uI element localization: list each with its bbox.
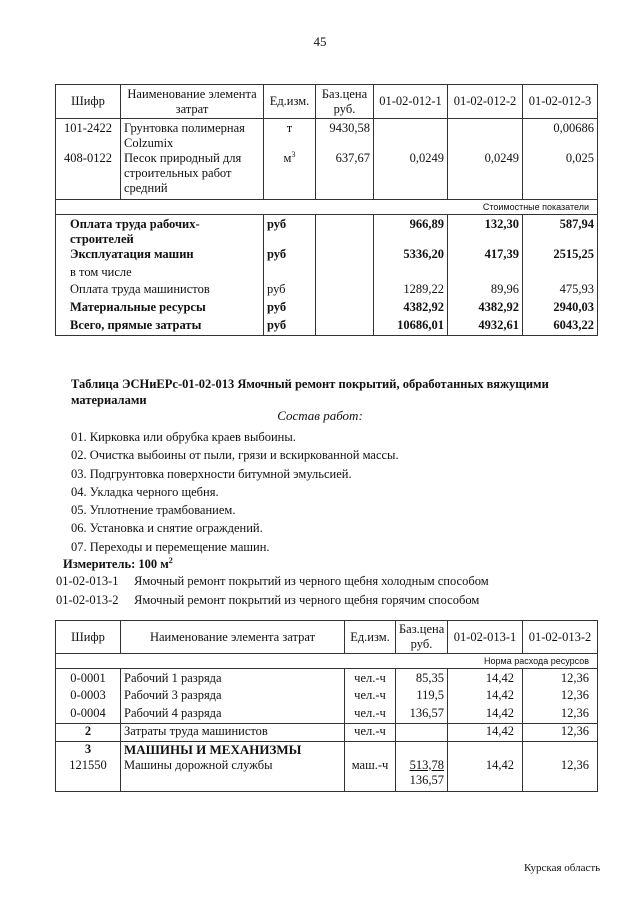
row-name: Машины дорожной службы xyxy=(121,758,345,792)
row-unit: чел.-ч xyxy=(345,688,396,706)
summary-v2: 89,96 xyxy=(448,282,523,300)
row-price: 9430,58 xyxy=(316,119,374,152)
row-code: 101-2422 xyxy=(56,119,121,152)
row-v1: 14,42 xyxy=(448,669,523,688)
row-name: Рабочий 3 разряда xyxy=(121,688,345,706)
row-v1: 14,42 xyxy=(448,758,523,792)
variant-text: Ямочный ремонт покрытий из черного щебня горячим способом xyxy=(134,593,480,607)
row-v3: 0,025 xyxy=(523,151,598,199)
summary-v1: 1289,22 xyxy=(374,282,448,300)
summary-v2: 4932,61 xyxy=(448,318,523,336)
summary-row xyxy=(56,214,598,247)
work-step: 06. Установка и снятие ограждений. xyxy=(71,521,263,536)
group-row xyxy=(56,742,598,758)
row-code: 121550 xyxy=(56,758,121,792)
table-header xyxy=(56,621,598,654)
row-price-denominator: 136,57 xyxy=(409,772,444,787)
row-code: 0-0003 xyxy=(56,688,121,706)
header-col1: 01-02-013-1 xyxy=(448,621,523,654)
table-row xyxy=(56,669,598,688)
row-unit: $м^3$ xyxy=(264,151,316,199)
row-name: Рабочий 4 разряда xyxy=(121,706,345,724)
summary-v3: 2515,25 xyxy=(523,247,598,265)
page-number: 45 xyxy=(313,34,327,49)
row-v1: 14,42 xyxy=(448,688,523,706)
row-code: 0-0004 xyxy=(56,706,121,724)
row-v3: 0,00686 xyxy=(523,119,598,152)
summary-row xyxy=(56,282,598,300)
variant-code: 01-02-013-1 xyxy=(56,574,119,588)
table-row xyxy=(56,119,598,152)
header-code: Шифр xyxy=(56,85,121,119)
row-name: Песок природный для строительных работ средний xyxy=(121,151,264,199)
work-step: 02. Очистка выбоины от пыли, грязи и вскиркованной массы. xyxy=(71,448,399,463)
summary-unit: руб xyxy=(264,282,316,300)
summary-unit: руб xyxy=(264,300,316,318)
summary-v1: 10686,01 xyxy=(374,318,448,336)
row-code: 0-0001 xyxy=(56,669,121,688)
summary-v3: 2940,03 xyxy=(523,300,598,318)
row-v2: 0,0249 xyxy=(448,151,523,199)
work-step: 01. Кирковка или обрубка краев выбоины. xyxy=(71,430,296,444)
work-step: 07. Переходы и перемещение машин. xyxy=(71,539,270,554)
section-note: Норма расхода ресурсов xyxy=(56,654,598,669)
row-code: 408-0122 xyxy=(56,151,121,199)
summary-name: Оплата труда машинистов xyxy=(56,282,264,300)
header-col2: 01-02-013-2 xyxy=(523,621,598,654)
header-unit: Ед.изм. xyxy=(264,85,316,119)
table-row xyxy=(56,688,598,706)
row-price: 637,67 xyxy=(316,151,374,199)
header-col3: 01-02-012-3 xyxy=(523,85,598,119)
row-name: Грунтовка полимерная Colzumix xyxy=(121,119,264,152)
section-title: Таблица ЭСНиЕРс-01-02-013 Ямочный ремонт покрытий, обработанных вяжущими материалами xyxy=(71,377,549,407)
section-note-row xyxy=(56,654,598,669)
table-row xyxy=(56,151,598,199)
group-v1: 14,42 xyxy=(448,724,523,742)
group-name: Затраты труда машинистов xyxy=(121,724,345,742)
summary-v1: 4382,92 xyxy=(374,300,448,318)
footer-region: Курская область xyxy=(524,862,601,874)
summary-unit: руб xyxy=(264,318,316,336)
row-unit: чел.-ч xyxy=(345,669,396,688)
header-unit: Ед.изм. xyxy=(345,621,396,654)
resource-table-013 xyxy=(55,620,598,792)
row-price: 136,57 xyxy=(396,706,448,724)
work-step: 05. Уплотнение трамбованием. xyxy=(71,503,236,518)
table-header xyxy=(56,85,598,119)
resource-table-012 xyxy=(55,84,598,336)
group-code: 2 xyxy=(56,724,121,742)
row-v2: 12,36 xyxy=(523,669,598,688)
variant-code: 01-02-013-2 xyxy=(56,593,119,607)
work-composition-heading: Состав работ: xyxy=(277,408,363,423)
summary-unit: руб xyxy=(264,247,316,265)
row-v2: 12,36 xyxy=(523,688,598,706)
row-v2: 12,36 xyxy=(523,758,598,792)
summary-v3: 475,93 xyxy=(523,282,598,300)
header-name: Наименование элемента затрат xyxy=(121,85,264,119)
group-price xyxy=(396,724,448,742)
table-row xyxy=(56,706,598,724)
summary-row xyxy=(56,265,598,282)
table-row xyxy=(56,758,598,792)
group-v2: 12,36 xyxy=(523,724,598,742)
header-name: Наименование элемента затрат xyxy=(121,621,345,654)
row-price: 85,35 xyxy=(396,669,448,688)
row-v2: 12,36 xyxy=(523,706,598,724)
row-v2 xyxy=(448,119,523,152)
section-note: Стоимостные показатели xyxy=(56,199,598,214)
group-row xyxy=(56,724,598,742)
summary-unit: руб xyxy=(264,214,316,247)
row-price-numerator: 513,78 xyxy=(409,757,444,772)
variant-item xyxy=(56,574,489,589)
summary-name: Эксплуатация машин xyxy=(56,247,264,265)
summary-v3: 6043,22 xyxy=(523,318,598,336)
work-step: 04. Укладка черного щебня. xyxy=(71,484,219,499)
row-v1: 14,42 xyxy=(448,706,523,724)
header-col2: 01-02-012-2 xyxy=(448,85,523,119)
group-unit: чел.-ч xyxy=(345,724,396,742)
summary-v1: 966,89 xyxy=(374,214,448,247)
section-note-row xyxy=(56,199,598,214)
summary-name: Оплата труда рабочих-строителей xyxy=(56,214,264,247)
meter-label: Измеритель: 100 $м^2$ xyxy=(63,555,173,571)
summary-v3: 587,94 xyxy=(523,214,598,247)
summary-row xyxy=(56,318,598,336)
header-col1: 01-02-012-1 xyxy=(374,85,448,119)
row-price xyxy=(396,758,448,792)
summary-v2: 417,39 xyxy=(448,247,523,265)
row-unit: т xyxy=(264,119,316,152)
header-price: Баз.цена руб. xyxy=(316,85,374,119)
summary-v1: 5336,20 xyxy=(374,247,448,265)
header-code: Шифр xyxy=(56,621,121,654)
row-unit: маш.-ч xyxy=(345,758,396,792)
group-name: МАШИНЫ И МЕХАНИЗМЫ xyxy=(121,742,345,758)
work-step: 03. Подгрунтовка поверхности битумной эмульсией. xyxy=(71,466,352,481)
summary-v2: 4382,92 xyxy=(448,300,523,318)
summary-v2: 132,30 xyxy=(448,214,523,247)
header-price: Баз.цена руб. xyxy=(396,621,448,654)
summary-name: в том числе xyxy=(56,265,264,282)
row-name: Рабочий 1 разряда xyxy=(121,669,345,688)
group-code: 3 xyxy=(56,742,121,758)
row-price: 119,5 xyxy=(396,688,448,706)
work-steps-list xyxy=(71,428,399,556)
summary-row xyxy=(56,300,598,318)
row-unit: чел.-ч xyxy=(345,706,396,724)
summary-name: Всего, прямые затраты xyxy=(56,318,264,336)
summary-name: Материальные ресурсы xyxy=(56,300,264,318)
row-v1: 0,0249 xyxy=(374,151,448,199)
variant-item xyxy=(56,593,479,608)
variant-text: Ямочный ремонт покрытий из черного щебня холодным способом xyxy=(134,574,489,588)
row-v1 xyxy=(374,119,448,152)
summary-row xyxy=(56,247,598,265)
